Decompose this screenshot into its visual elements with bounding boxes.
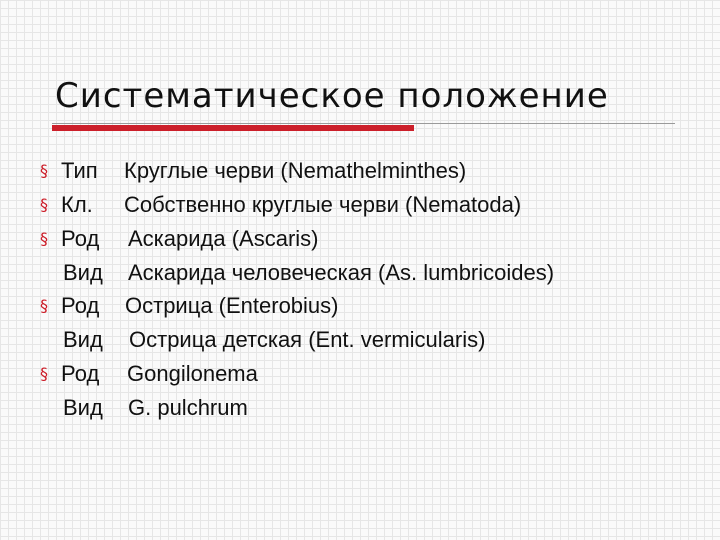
list-item	[0, 361, 720, 395]
list-item	[0, 327, 720, 361]
rank-label: Тип	[61, 158, 98, 183]
bullet-icon: §	[40, 195, 48, 214]
rank-label: Род	[61, 226, 100, 251]
list-item	[0, 293, 720, 327]
taxon-name: Острица (Enterobius)	[125, 293, 339, 318]
rank-label: Род	[61, 361, 100, 386]
list-item	[0, 260, 720, 294]
taxon-name: Собственно круглые черви (Nematoda)	[124, 192, 522, 217]
rank-label: Вид	[63, 327, 103, 352]
rank-label: Род	[61, 293, 100, 318]
list-item	[0, 395, 720, 429]
taxon-name: Острица детская (Ent. vermicularis)	[129, 327, 486, 352]
taxon-name: Аскарида человеческая (As. lumbricoides)	[128, 260, 555, 285]
rank-label: Вид	[63, 260, 103, 285]
bullet-icon: §	[40, 364, 48, 383]
list-item	[0, 192, 720, 226]
slide-title: Систематическое положение	[55, 76, 609, 116]
list-item	[0, 158, 720, 192]
list-item	[0, 226, 720, 260]
bullet-icon: §	[40, 296, 48, 315]
taxon-name: G. pulchrum	[128, 395, 248, 420]
taxon-name: Аскарида (Ascaris)	[128, 226, 319, 251]
taxon-name: Круглые черви (Nemathelminthes)	[124, 158, 467, 183]
taxon-name: Gongilonema	[127, 361, 258, 386]
rank-label: Кл.	[61, 192, 93, 217]
bullet-icon: §	[40, 161, 48, 180]
rank-label: Вид	[63, 395, 103, 420]
bullet-icon: §	[40, 229, 48, 248]
